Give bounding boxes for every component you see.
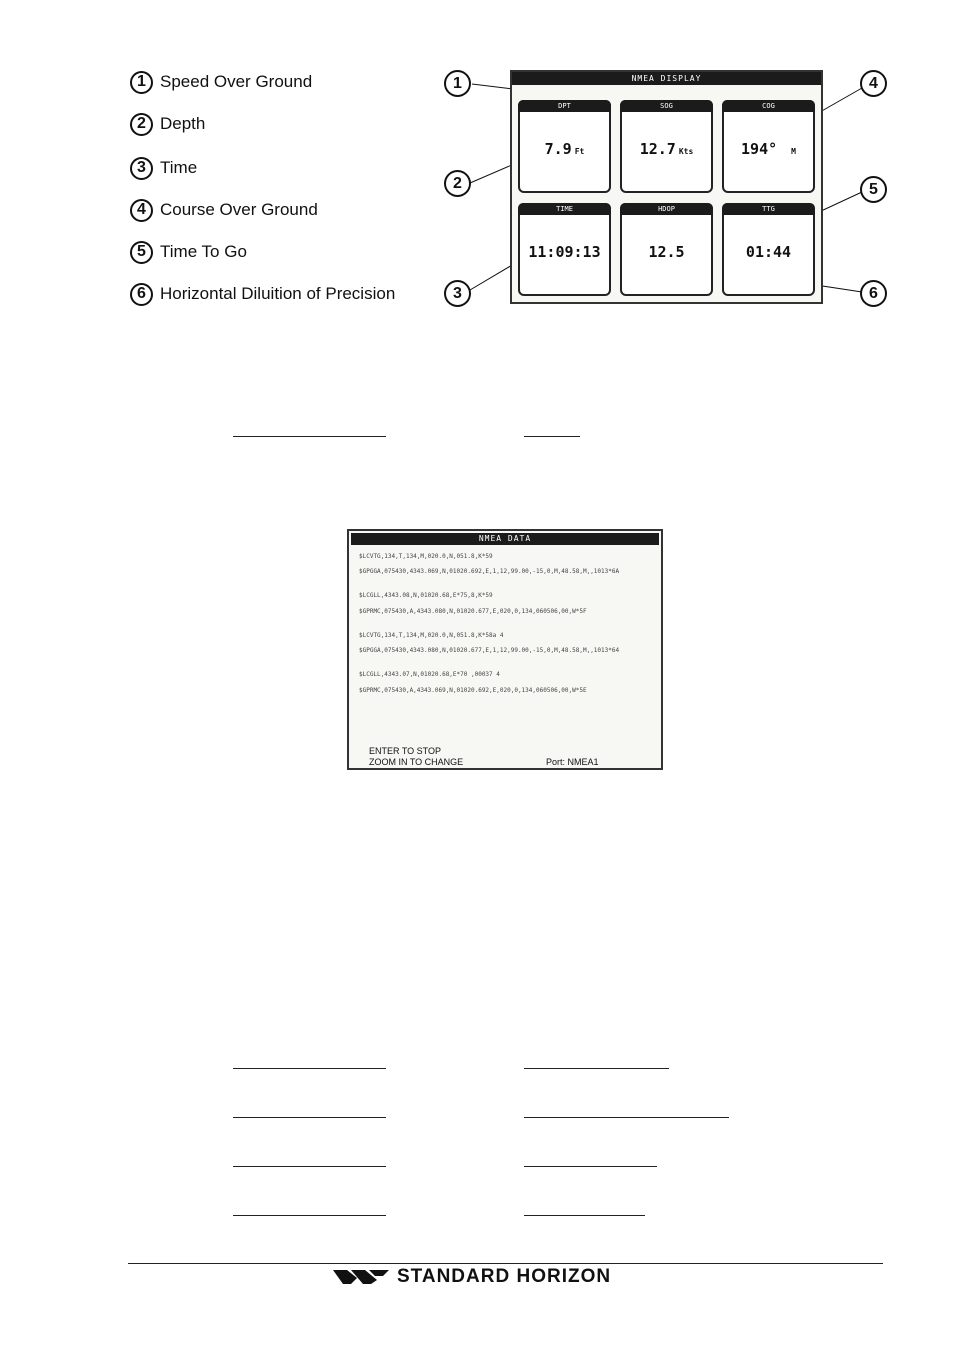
- nmea-display-screen: [510, 70, 823, 304]
- legend-number: 4: [130, 199, 153, 222]
- legend-label: Course Over Ground: [160, 200, 318, 219]
- nmea-sentence: $GPRMC,075430,A,4343.069,N,01020.692,E,020,0,134,060506,00,W*5E: [359, 687, 587, 694]
- legend-number: 2: [130, 113, 153, 136]
- blank-rule: [524, 1166, 657, 1167]
- blank-rule: [233, 1117, 386, 1118]
- cell-time: [518, 203, 611, 296]
- cell-header: HDOP: [620, 203, 713, 215]
- legend-label: Time: [160, 158, 198, 177]
- legend-label: Time To Go: [160, 242, 247, 261]
- legend-number: 5: [130, 241, 153, 264]
- blank-rule: [524, 1215, 645, 1216]
- legend-number: 3: [130, 157, 153, 180]
- zoom-in-hint: ZOOM IN TO CHANGE: [369, 757, 464, 767]
- cell-value: 12.7 Kts: [639, 140, 694, 158]
- callout-5: 5: [860, 176, 887, 203]
- callout-2: 2: [444, 170, 471, 197]
- nmea-sentence: $LCGLL,4343.08,N,01020.68,E*75,8,K*59: [359, 592, 493, 599]
- legend-label: Speed Over Ground: [160, 72, 313, 91]
- cell-value: 11:09:13: [528, 243, 601, 261]
- legend-number: 6: [130, 283, 153, 306]
- cell-dpt: [518, 100, 611, 193]
- port-label: Port: NMEA1: [546, 757, 599, 767]
- enter-to-stop-hint: ENTER TO STOP: [369, 746, 442, 756]
- nmea-sentence: $GPRMC,075430,A,4343.080,N,01020.677,E,020,0,134,060506,00,W*5F: [359, 608, 587, 615]
- nmea-sentence: $GPGGA,075430,4343.080,N,01020.677,E,1,12,99.00,-15,0,M,48.58,M,,1013*64: [359, 647, 620, 654]
- brand-logo: [333, 1266, 611, 1288]
- cell-header: SOG: [620, 100, 713, 112]
- nmea-sentence: $GPGGA,075430,4343.069,N,01020.692,E,1,12,99.00,-15,0,M,48.58,M,,1013*6A: [359, 568, 620, 575]
- blank-rule: [524, 1068, 669, 1069]
- screen-title: NMEA DISPLAY: [512, 72, 821, 85]
- callout-1: 1: [444, 70, 471, 97]
- legend-label: Depth: [160, 114, 206, 133]
- cell-value: 7.9 Ft: [544, 140, 585, 158]
- callout-3: 3: [444, 280, 471, 307]
- blank-rule: [233, 436, 386, 437]
- cell-header: DPT: [518, 100, 611, 112]
- blank-rule: [233, 1215, 386, 1216]
- blank-rule: [524, 436, 580, 437]
- cell-header: TIME: [518, 203, 611, 215]
- footer-divider: [128, 1263, 883, 1264]
- blank-rule: [524, 1117, 729, 1118]
- cell-hdop: [620, 203, 713, 296]
- blank-rule: [233, 1068, 386, 1069]
- cell-header: TTG: [722, 203, 815, 215]
- cell-value: 01:44: [745, 243, 792, 261]
- cell-sog: [620, 100, 713, 193]
- callout-4: 4: [860, 70, 887, 97]
- blank-rule: [233, 1166, 386, 1167]
- brand-name: STANDARD HORIZON: [397, 1266, 612, 1287]
- nmea-sentence: $LCVTG,134,T,134,M,020.0,N,051.8,K*59: [359, 553, 493, 560]
- cell-cog: [722, 100, 815, 193]
- legend-label: Horizontal Diluition of Precision: [160, 284, 396, 303]
- legend-number: 1: [130, 71, 153, 94]
- callout-6: 6: [860, 280, 887, 307]
- nmea-sentence: $LCVTG,134,T,134,M,020.0,N,051.8,K*58a 4: [359, 632, 504, 639]
- brand-mark-icon: [333, 1268, 389, 1286]
- cell-value: 194° M: [741, 140, 796, 158]
- cell-header: COG: [722, 100, 815, 112]
- nmea-sentence: $LCGLL,4343.07,N,01020.68,E*70 ,00037 4: [359, 671, 500, 678]
- cell-value: 12.5: [648, 243, 685, 261]
- nmea-data-screen: [347, 529, 663, 770]
- cell-ttg: [722, 203, 815, 296]
- data-screen-title: NMEA DATA: [351, 533, 659, 545]
